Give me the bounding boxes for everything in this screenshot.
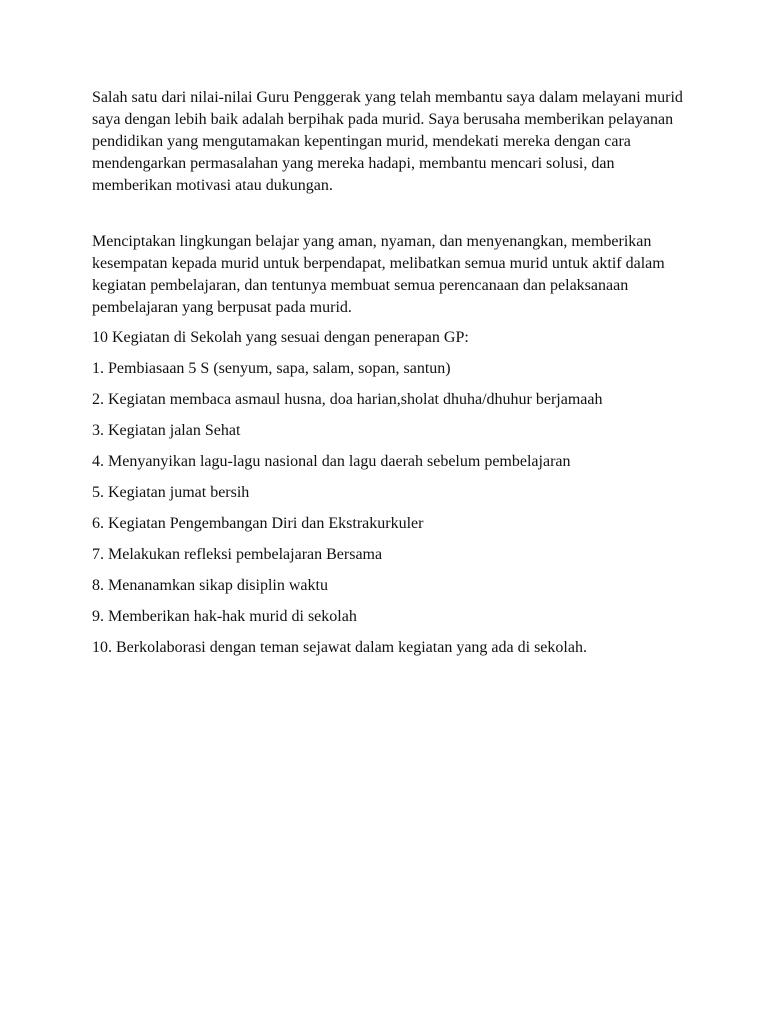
paragraph-values: Salah satu dari nilai-nilai Guru Penggerak yang telah membantu saya dalam melayani murid saya dengan lebih baik adalah berpihak pada murid. Saya berusaha memberikan pelayanan pendidikan yang mengutamakan kepentingan murid, mendekati mereka dengan cara mendengarkan permasalahan yang mereka hadapi, membantu mencari solusi, dan memberikan motivasi atau dukungan. xyxy=(92,89,683,194)
list-item: 7. Melakukan refleksi pembelajaran Bersama xyxy=(92,546,383,563)
list-item: 3. Kegiatan jalan Sehat xyxy=(92,422,241,439)
list-item: 6. Kegiatan Pengembangan Diri dan Ekstrakurkuler xyxy=(92,515,424,532)
list-item: 9. Memberikan hak-hak murid di sekolah xyxy=(92,608,357,625)
list-item: 2. Kegiatan membaca asmaul husna, doa harian,sholat dhuha/dhuhur berjamaah xyxy=(92,391,603,408)
list-item: 8. Menanamkan sikap disiplin waktu xyxy=(92,577,328,594)
list-item: 4. Menyanyikan lagu-lagu nasional dan lagu daerah sebelum pembelajaran xyxy=(92,453,571,470)
paragraph-learning-environment: Menciptakan lingkungan belajar yang aman, nyaman, dan menyenangkan, memberikan kesempatan kepada murid untuk berpendapat, melibatkan semua murid untuk aktif dalam kegiatan pembelajaran, dan tentunya membuat semua perencanaan dan pelaksanaan pembelajaran yang berpusat pada murid. xyxy=(92,233,665,316)
list-item: 5. Kegiatan jumat bersih xyxy=(92,484,250,501)
activities-list xyxy=(92,358,692,659)
document-body xyxy=(92,87,692,668)
list-item: 1. Pembiasaan 5 S (senyum, sapa, salam, sopan, santun) xyxy=(92,360,451,377)
activities-heading: 10 Kegiatan di Sekolah yang sesuai dengan penerapan GP: xyxy=(92,329,469,346)
list-item: 10. Berkolaborasi dengan teman sejawat dalam kegiatan yang ada di sekolah. xyxy=(92,639,587,656)
